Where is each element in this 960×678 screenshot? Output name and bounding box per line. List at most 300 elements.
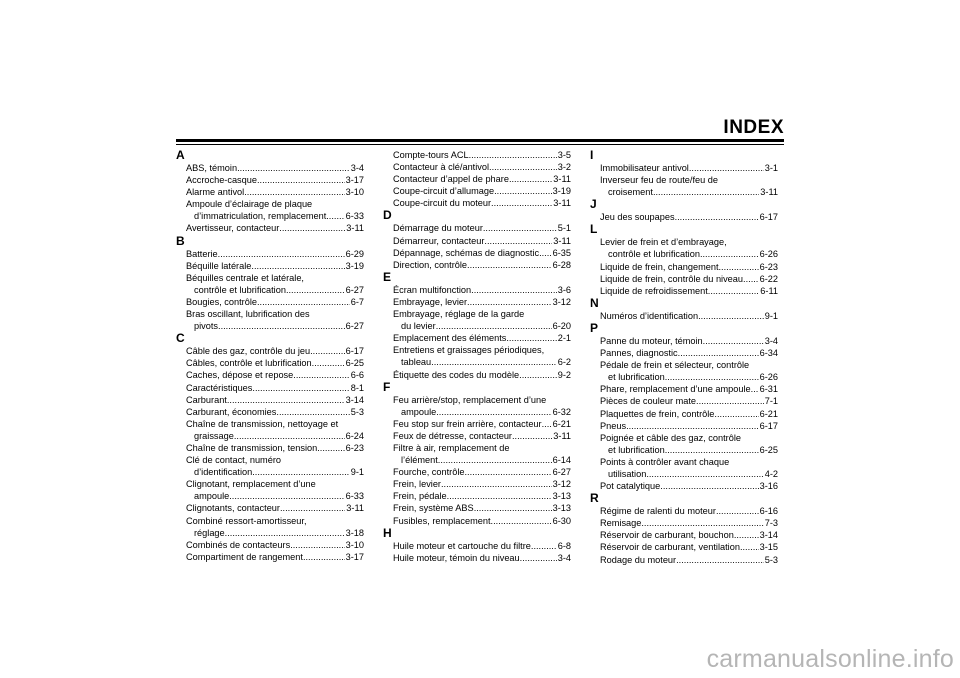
entry-text: Contacteur d’appel de phare (393, 174, 509, 185)
dot-leader (218, 248, 345, 260)
entry-text: Filtre à air, remplacement de (393, 442, 510, 453)
dot-leader (703, 335, 764, 347)
entry-text: Clignotants, contacteur (186, 503, 280, 514)
page-number: 3-4 (557, 552, 571, 563)
page-number: 6-27 (552, 467, 571, 478)
entry-line (600, 162, 778, 174)
entry-text: du levier (401, 321, 436, 332)
index-entry (590, 211, 778, 223)
entry-line (600, 211, 778, 223)
entry-text: Câble des gaz, contrôle du jeu (186, 346, 311, 357)
index-entry (383, 308, 571, 332)
page-number: 5-3 (350, 406, 364, 417)
index-entry (590, 420, 778, 432)
entry-line (600, 395, 778, 407)
dot-leader (484, 235, 552, 247)
entry-line (393, 540, 571, 552)
page-number: 6-17 (759, 420, 778, 431)
entry-line (600, 408, 778, 420)
page-number: 3-19 (345, 260, 364, 271)
entry-text: tableau (401, 357, 432, 368)
page-number: 3-17 (345, 175, 364, 186)
dot-leader (531, 540, 557, 552)
dot-leader (483, 222, 557, 234)
dot-leader (312, 357, 345, 369)
page-number: 3-15 (759, 542, 778, 553)
index-entry (590, 359, 778, 383)
entry-text: Plaquettes de frein, contrôle (600, 408, 715, 419)
page-number: 8-1 (350, 382, 364, 393)
entry-line (600, 468, 778, 480)
page-number: 6-33 (345, 491, 364, 502)
entry-line (393, 356, 571, 368)
index-entry (590, 554, 778, 566)
dot-leader (276, 406, 349, 418)
entry-text: ampoule (194, 491, 230, 502)
index-entry (590, 261, 778, 273)
section-letter: F (383, 379, 391, 394)
page-number: 3-18 (345, 527, 364, 538)
index-entry (590, 174, 778, 198)
page-number: 6-27 (345, 321, 364, 332)
dot-leader (678, 347, 759, 359)
entry-line (186, 502, 364, 514)
page-number: 6-17 (345, 346, 364, 357)
entry-text: Pneus (600, 420, 627, 431)
page-number: 6-14 (552, 455, 571, 466)
page-number: 3-11 (553, 174, 571, 185)
page-number: 3-11 (553, 198, 571, 209)
entry-line (393, 161, 571, 173)
index-entry (590, 541, 778, 553)
header-rule-thin (176, 144, 784, 145)
section-letter: J (590, 197, 597, 212)
entry-line (600, 529, 778, 541)
entry-text: Huile moteur et cartouche du filtre (393, 540, 531, 551)
entry-text: d’immatriculation, remplacement (194, 211, 327, 222)
entry-text: Liquide de refroidissement (600, 285, 708, 296)
index-entry (383, 247, 571, 259)
entry-text: l’élément (401, 455, 438, 466)
index-entry (383, 259, 571, 271)
index-entry (383, 490, 571, 502)
page-number: 9-1 (764, 310, 778, 321)
entry-text: Liquide de frein, contrôle du niveau (600, 273, 744, 284)
entry-line (186, 442, 364, 454)
entry-text: utilisation (608, 468, 647, 479)
dot-leader (665, 371, 759, 383)
entry-line (393, 247, 571, 259)
page-number: 3-13 (552, 491, 571, 502)
entry-text: Câbles, contrôle et lubrification (186, 358, 312, 369)
page-number: 6-17 (759, 212, 778, 223)
page-number: 3-10 (345, 187, 364, 198)
page-number: 3-11 (760, 187, 778, 198)
index-entry (176, 198, 364, 222)
index-entry (383, 284, 571, 296)
index-entry (176, 539, 364, 551)
page-number: 6-34 (759, 348, 778, 359)
page-number: 6-23 (345, 442, 364, 453)
entry-line (600, 371, 778, 383)
section-letter: C (176, 331, 185, 346)
entry-text: Clignotant, remplacement d’une (186, 479, 316, 490)
dot-leader (626, 420, 759, 432)
dot-leader (665, 444, 759, 456)
index-entry (383, 222, 571, 234)
index-entry (176, 174, 364, 186)
entry-text: Entretiens et graissages périodiques, (393, 345, 545, 356)
dot-leader (653, 186, 759, 198)
dot-leader (465, 466, 552, 478)
entry-line (186, 345, 364, 357)
entry-text: Remisage (600, 518, 642, 529)
dot-leader (303, 551, 345, 563)
page-number: 3-2 (557, 162, 571, 173)
section-letter: P (590, 320, 599, 335)
entry-line (186, 296, 364, 308)
dot-leader (467, 296, 552, 308)
index-column-1 (176, 149, 364, 563)
index-entry (383, 430, 571, 442)
entry-text: croisement (608, 187, 653, 198)
entry-text: Rodage du moteur (600, 554, 677, 565)
entry-text: réglage (194, 527, 225, 538)
entry-text: Fusibles, remplacement (393, 515, 491, 526)
entry-line (393, 222, 571, 234)
page-number: 6-30 (552, 515, 571, 526)
dot-leader (280, 502, 345, 514)
page-number: 6-6 (350, 370, 364, 381)
entry-text: Frein, système ABS (393, 503, 474, 514)
page-number: 3-13 (552, 503, 571, 514)
entry-line (186, 320, 364, 332)
index-entry (590, 162, 778, 174)
index-entry (176, 454, 364, 478)
entry-line (600, 541, 778, 553)
entry-text: ABS, témoin (186, 163, 238, 173)
dot-leader (734, 529, 759, 541)
dot-leader (696, 395, 764, 407)
dot-leader (326, 210, 344, 222)
entry-text: Pédale de frein et sélecteur, contrôle (600, 360, 750, 371)
index-entry (176, 502, 364, 514)
dot-leader (290, 539, 344, 551)
entry-line (393, 515, 571, 527)
index-entry (383, 161, 571, 173)
entry-text: Numéros d’identification (600, 310, 699, 321)
entry-line (393, 490, 571, 502)
dot-leader (512, 430, 552, 442)
entry-text: Contacteur à clé/antivol (393, 162, 490, 173)
entry-text: Embrayage, levier (393, 296, 468, 307)
entry-line (186, 210, 364, 222)
dot-leader (310, 345, 344, 357)
page-number: 9-2 (557, 369, 571, 380)
dot-leader (698, 310, 764, 322)
page-number: 3-1 (764, 163, 778, 173)
entry-line (393, 197, 571, 209)
page-number: 3-16 (759, 481, 778, 492)
entry-text: Inverseur feu de route/feu de (600, 175, 718, 186)
page-number: 6-16 (759, 506, 778, 517)
dot-leader (491, 197, 552, 209)
index-entry (176, 186, 364, 198)
entry-line (393, 552, 571, 564)
entry-text: Immobilisateur antivol (600, 163, 689, 173)
page-number: 3-19 (552, 186, 571, 197)
entry-line (600, 383, 778, 395)
index-entry (176, 442, 364, 454)
entry-text: Pièces de couleur mate (600, 396, 697, 407)
entry-text: Emplacement des éléments (393, 333, 507, 344)
entry-text: Bougies, contrôle (186, 296, 257, 307)
index-entry (590, 285, 778, 297)
dot-leader (229, 490, 344, 502)
index-entry (383, 466, 571, 478)
entry-text: Phare, remplacement d’une ampoule (600, 384, 751, 395)
entry-text: Levier de frein et d’embrayage, (600, 237, 727, 248)
entry-text: Batterie (186, 248, 218, 259)
entry-text: Démarreur, contacteur (393, 235, 485, 246)
dot-leader (257, 174, 345, 186)
dot-leader (676, 554, 764, 566)
dot-leader (436, 320, 552, 332)
section-letter: I (590, 148, 594, 162)
dot-leader (491, 515, 552, 527)
dot-leader (675, 211, 759, 223)
entry-text: Écran multifonction (393, 284, 472, 295)
section-letter: R (590, 491, 599, 506)
entry-line (600, 505, 778, 517)
page-number: 3-12 (552, 296, 571, 307)
entry-text: Combinés de contacteurs (186, 539, 291, 550)
entry-text: d’identification (194, 467, 253, 478)
section-letter: D (383, 208, 392, 223)
entry-line (393, 284, 571, 296)
page-number: 6-26 (759, 372, 778, 383)
page-number: 3-11 (553, 235, 571, 246)
dot-leader (519, 369, 557, 381)
page-number: 6-32 (552, 406, 571, 417)
dot-leader (447, 490, 552, 502)
entry-text: Béquilles centrale et latérale, (186, 272, 304, 283)
entry-line (393, 185, 571, 197)
dot-leader (471, 284, 557, 296)
entry-line (393, 418, 571, 430)
index-entry (590, 517, 778, 529)
page-number: 3-5 (557, 150, 571, 160)
page-number: 6-31 (759, 384, 778, 395)
page-number: 3-4 (350, 163, 364, 173)
entry-text: Frein, levier (393, 479, 441, 490)
page-number: 6-20 (552, 321, 571, 332)
entry-text: Pannes, diagnostic (600, 348, 678, 359)
entry-text: Caractéristiques (186, 382, 253, 393)
entry-line (186, 162, 364, 174)
page-number: 3-12 (552, 479, 571, 490)
dot-leader (317, 442, 344, 454)
page-number: 4-2 (764, 468, 778, 479)
index-entry (590, 395, 778, 407)
index-entry (176, 248, 364, 260)
dot-leader (743, 273, 759, 285)
entry-line (186, 466, 364, 478)
page-number: 6-21 (759, 408, 778, 419)
page-number: 6-25 (759, 444, 778, 455)
dot-leader (293, 369, 349, 381)
entry-line (393, 259, 571, 271)
page-number: 3-6 (557, 284, 571, 295)
dot-leader (279, 222, 345, 234)
index-entry (176, 162, 364, 174)
page-number: 6-8 (557, 540, 571, 551)
index-entry (590, 310, 778, 322)
index-entry (383, 442, 571, 466)
entry-text: Carburant (186, 394, 227, 405)
entry-text: Étiquette des codes du modèle (393, 369, 520, 380)
page-number: 6-35 (552, 247, 571, 258)
index-entry (176, 296, 364, 308)
dot-leader (436, 406, 551, 418)
page-number: 6-23 (759, 261, 778, 272)
entry-text: Démarrage du moteur (393, 223, 483, 234)
entry-text: Huile moteur, témoin du niveau (393, 552, 520, 563)
entry-text: Compte-tours ACL (393, 150, 469, 160)
dot-leader (740, 541, 759, 553)
entry-text: Feux de détresse, contacteur (393, 430, 512, 441)
entry-line (186, 357, 364, 369)
page-number: 3-14 (759, 530, 778, 541)
dot-leader (431, 356, 557, 368)
entry-text: Panne du moteur, témoin (600, 335, 703, 346)
index-entry (383, 394, 571, 418)
index-entry (383, 515, 571, 527)
entry-line (600, 480, 778, 492)
page-number: 3-10 (345, 539, 364, 550)
index-entry (590, 408, 778, 420)
index-entry (383, 478, 571, 490)
entry-text: Jeu des soupapes (600, 212, 675, 223)
page-number: 6-21 (552, 418, 571, 429)
dot-leader (751, 383, 759, 395)
dot-leader (489, 161, 557, 173)
dot-leader (467, 259, 552, 271)
dot-leader (494, 185, 551, 197)
entry-line (393, 454, 571, 466)
entry-text: Clé de contact, numéro (186, 455, 281, 466)
index-entry (176, 406, 364, 418)
entry-line (600, 186, 778, 198)
entry-line (600, 335, 778, 347)
entry-line (393, 296, 571, 308)
entry-text: Feu stop sur frein arrière, contacteur (393, 418, 542, 429)
index-entry (383, 332, 571, 344)
entry-text: Feu arrière/stop, remplacement d’une (393, 394, 547, 405)
page-number: 6-29 (345, 248, 364, 259)
dot-leader (438, 454, 552, 466)
page-number: 3-11 (346, 503, 364, 514)
entry-line (186, 222, 364, 234)
page-number: 5-3 (764, 554, 778, 565)
entry-text: Points à contrôler avant chaque (600, 456, 730, 467)
entry-text: Béquille latérale (186, 260, 252, 271)
dot-leader (689, 162, 764, 174)
entry-text: et lubrification (608, 372, 665, 383)
index-column-3 (590, 149, 778, 566)
entry-text: Direction, contrôle (393, 259, 468, 270)
page-number: 9-1 (350, 467, 364, 478)
dot-leader (218, 320, 345, 332)
entry-text: Réservoir de carburant, bouchon (600, 530, 734, 541)
page-number: 6-33 (345, 211, 364, 222)
index-entry (590, 335, 778, 347)
entry-line (186, 369, 364, 381)
entry-line (600, 248, 778, 260)
index-entry (590, 505, 778, 517)
dot-leader (227, 394, 345, 406)
entry-text: contrôle et lubrification (194, 284, 286, 295)
page-number: 3-11 (346, 223, 364, 234)
dot-leader (714, 408, 758, 420)
dot-leader (542, 418, 552, 430)
index-entry (383, 235, 571, 247)
entry-line (393, 173, 571, 185)
index-entry (176, 478, 364, 502)
dot-leader (646, 468, 763, 480)
entry-text: Accroche-casque (186, 175, 257, 186)
index-entry (176, 222, 364, 234)
entry-line (600, 261, 778, 273)
entry-line (186, 527, 364, 539)
entry-line (393, 406, 571, 418)
entry-text: Embrayage, réglage de la garde (393, 309, 525, 320)
index-entry (383, 296, 571, 308)
entry-text: ampoule (401, 406, 437, 417)
entry-text: Bras oscillant, lubrification des (186, 309, 310, 320)
section-letter: B (176, 233, 185, 248)
index-entry (383, 552, 571, 564)
entry-line (600, 347, 778, 359)
entry-line (186, 551, 364, 563)
entry-line (186, 174, 364, 186)
section-letter: N (590, 295, 599, 310)
index-entry (176, 418, 364, 442)
index-entry (590, 236, 778, 260)
index-entry (383, 540, 571, 552)
entry-line (186, 406, 364, 418)
index-entry (590, 383, 778, 395)
page-number: 6-28 (552, 259, 571, 270)
page-number: 6-27 (345, 284, 364, 295)
entry-text: Caches, dépose et repose (186, 370, 294, 381)
entry-text: Ampoule d’éclairage de plaque (186, 199, 313, 210)
dot-leader (474, 502, 552, 514)
page-number: 6-11 (760, 285, 778, 296)
entry-text: Dépannage, schémas de diagnostic (393, 247, 540, 258)
entry-line (393, 235, 571, 247)
entry-line (186, 539, 364, 551)
dot-leader (257, 296, 350, 308)
index-entry (176, 308, 364, 332)
entry-line (393, 332, 571, 344)
entry-line (186, 490, 364, 502)
entry-line (600, 517, 778, 529)
entry-text: Avertisseur, contacteur (186, 223, 280, 234)
entry-text: et lubrification (608, 444, 665, 455)
dot-leader (700, 248, 759, 260)
entry-line (393, 502, 571, 514)
